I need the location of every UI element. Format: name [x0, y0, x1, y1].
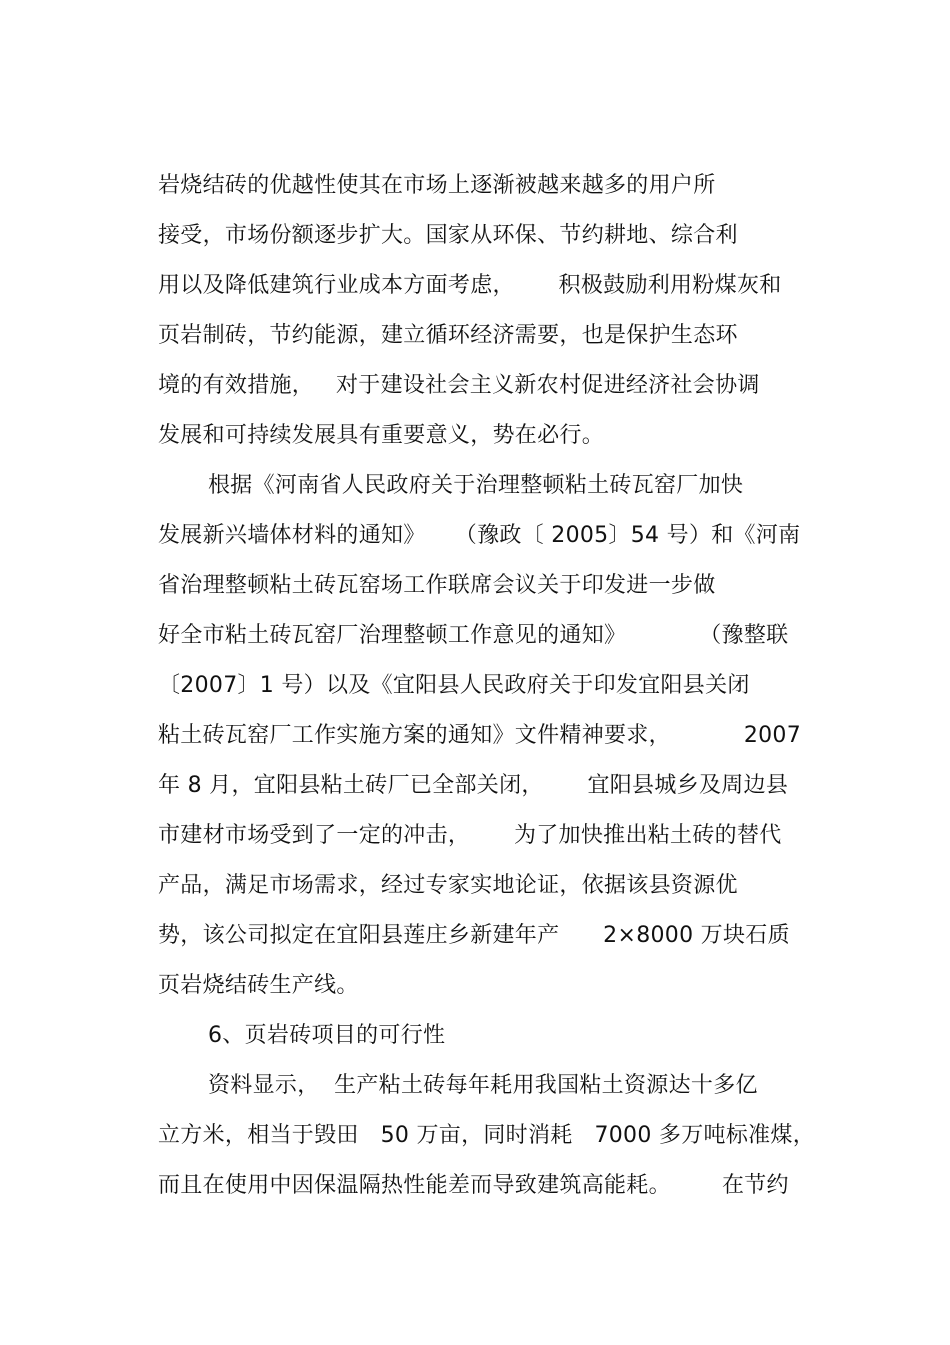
text-line: 页岩烧结砖生产线。 — [158, 973, 359, 998]
text-line: 势，该公司拟定在宜阳县莲庄乡新建年产 2×8000 万块石质 — [158, 923, 790, 948]
text-line: 岩烧结砖的优越性使其在市场上逐渐被越来越多的用户所 — [158, 173, 716, 198]
text-line: 市建材市场受到了一定的冲击， 为了加快推出粘土砖的替代 — [158, 823, 782, 848]
text-line: 发展新兴墙体材料的通知》 （豫政〔 2005〕54 号）和《河南 — [158, 523, 801, 548]
text-line: 年 8 月，宜阳县粘土砖厂已全部关闭， 宜阳县城乡及周边县 — [158, 773, 789, 798]
text-line: 接受，市场份额逐步扩大。国家从环保、节约耕地、综合利 — [158, 223, 738, 248]
text-line: 用以及降低建筑行业成本方面考虑， 积极鼓励利用粉煤灰和 — [158, 273, 782, 298]
paragraph-start-line: 资料显示， 生产粘土砖每年耗用我国粘土资源达十多亿 — [208, 1073, 758, 1098]
text-line: 产品，满足市场需求，经过专家实地论证，依据该县资源优 — [158, 873, 738, 898]
text-line: 立方米，相当于毁田 50 万亩，同时消耗 7000 多万吨标准煤， — [158, 1123, 816, 1148]
text-line: 好全市粘土砖瓦窑厂治理整顿工作意见的通知》 （豫整联 — [158, 623, 789, 648]
text-line: 省治理整顿粘土砖瓦窑场工作联席会议关于印发进一步做 — [158, 573, 716, 598]
text-line: 粘土砖瓦窑厂工作实施方案的通知》文件精神要求， 2007 — [158, 723, 802, 748]
paragraph-start-line: 根据《河南省人民政府关于治理整顿粘土砖瓦窑厂加快 — [208, 473, 744, 498]
text-line: 页岩制砖，节约能源，建立循环经济需要，也是保护生态环 — [158, 323, 738, 348]
text-line: 境的有效措施， 对于建设社会主义新农村促进经济社会协调 — [158, 373, 760, 398]
text-line: 〔2007〕1 号）以及《宜阳县人民政府关于印发宜阳县关闭 — [158, 673, 750, 698]
text-line: 而且在使用中因保温隔热性能差而导致建筑高能耗。 在节约 — [158, 1173, 789, 1198]
text-line: 发展和可持续发展具有重要意义，势在必行。 — [158, 423, 605, 448]
section-heading: 6、页岩砖项目的可行性 — [208, 1023, 446, 1048]
